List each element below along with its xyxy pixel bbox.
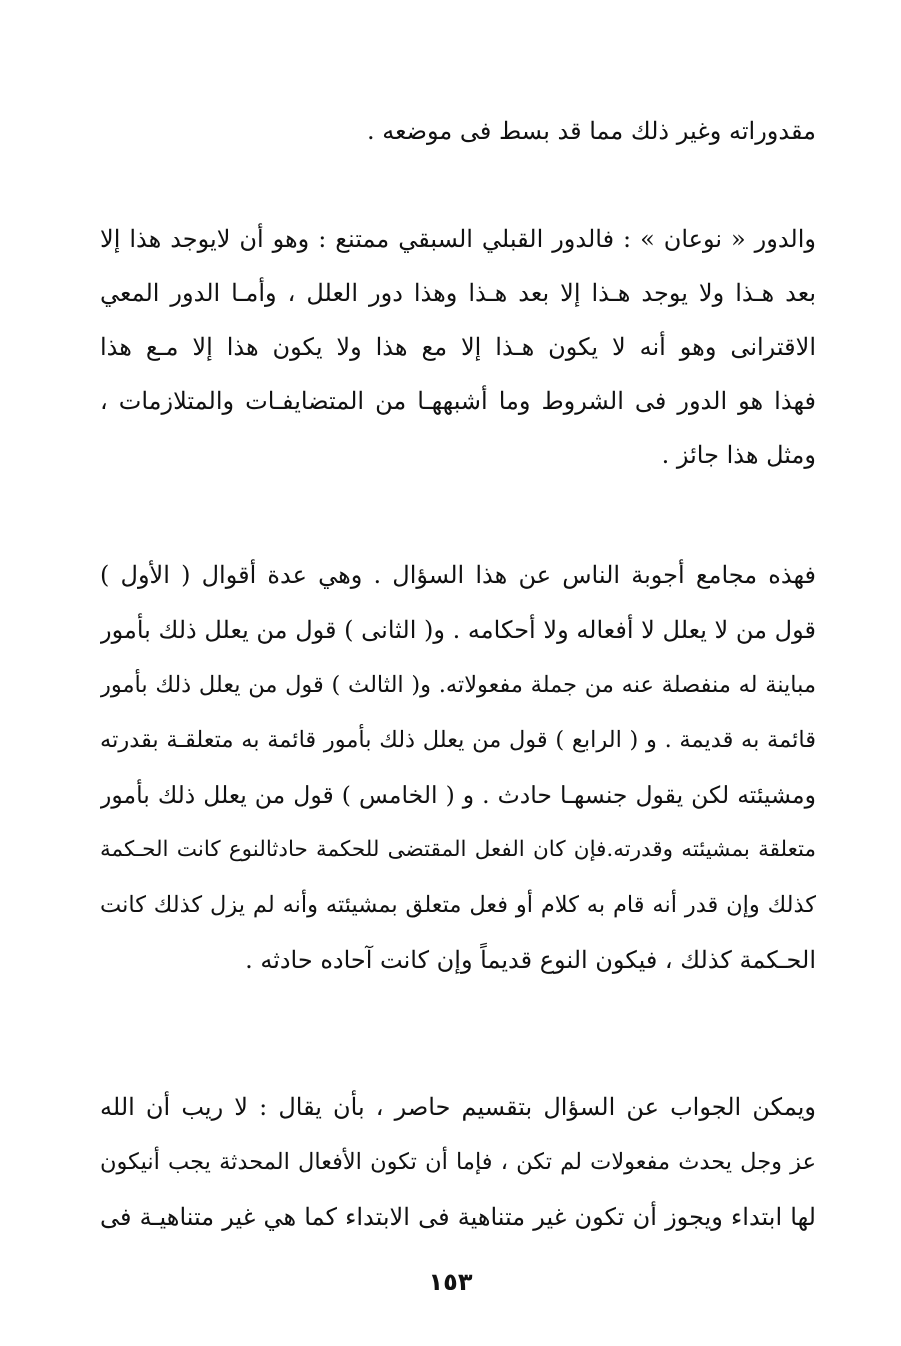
text-line: مباينة له منفصلة عنه من جملة مفعولاته. و( الثالث ) قول من يعلل ذلك بأمور: [100, 672, 816, 698]
text-line: ومثل هذا جائز .: [661, 441, 816, 469]
text-line: لها ابتداء ويجوز أن تكون غير متناهية فى الابتداء كما هي غير متناهيـة فى: [100, 1203, 816, 1231]
text-line: متعلقة بمشيئته وقدرته.فإن كان الفعل المقتضى للحكمة حادثالنوع كانت الحـكمة: [100, 837, 816, 862]
text-line: الحـكمة كذلك ، فيكون النوع قديماً وإن كانت آحاده حادثه .: [245, 946, 816, 974]
text-line: مقدوراته وغير ذلك مما قد بسط فى موضعه .: [366, 117, 816, 145]
text-line: بعد هـذا ولا يوجد هـذا إلا بعد هـذا وهذا دور العلل ، وأمـا الدور المعي: [100, 279, 816, 307]
text-line: الاقترانى وهو أنه لا يكون هـذا إلا مع هذا ولا يكون هذا إلا مـع هذا: [100, 333, 816, 361]
text-line: والدور « نوعان » : فالدور القبلي السبقي ممتنع : وهو أن لايوجد هذا إلا: [100, 225, 816, 253]
text-line: كذلك وإن قدر أنه قام به كلام أو فعل متعلق بمشيئته وأنه لم يزل كذلك كانت: [100, 892, 816, 918]
text-line: قائمة به قديمة . و ( الرابع ) قول من يعلل ذلك بأمور قائمة به متعلقـة بقدرته: [100, 727, 816, 753]
text-line: فهذه مجامع أجوبة الناس عن هذا السؤال . وهي عدة أقوال ( الأول ): [100, 561, 816, 589]
text-line: قول من لا يعلل لا أفعاله ولا أحكامه . و( الثانى ) قول من يعلل ذلك بأمور: [100, 616, 816, 644]
text-line: ويمكن الجواب عن السؤال بتقسيم حاصر ، بأن يقال : لا ريب أن الله: [100, 1093, 816, 1121]
page-number: ١٥٣: [428, 1268, 473, 1296]
text-line: فهذا هو الدور فى الشروط وما أشبههـا من المتضايفـات والمتلازمات ،: [100, 387, 816, 415]
text-line: ومشيئته لكن يقول جنسهـا حادث . و ( الخامس ) قول من يعلل ذلك بأمور: [100, 781, 816, 809]
text-line: عز وجل يحدث مفعولات لم تكن ، فإما أن تكون الأفعال المحدثة يجب أنيكون: [100, 1149, 816, 1175]
